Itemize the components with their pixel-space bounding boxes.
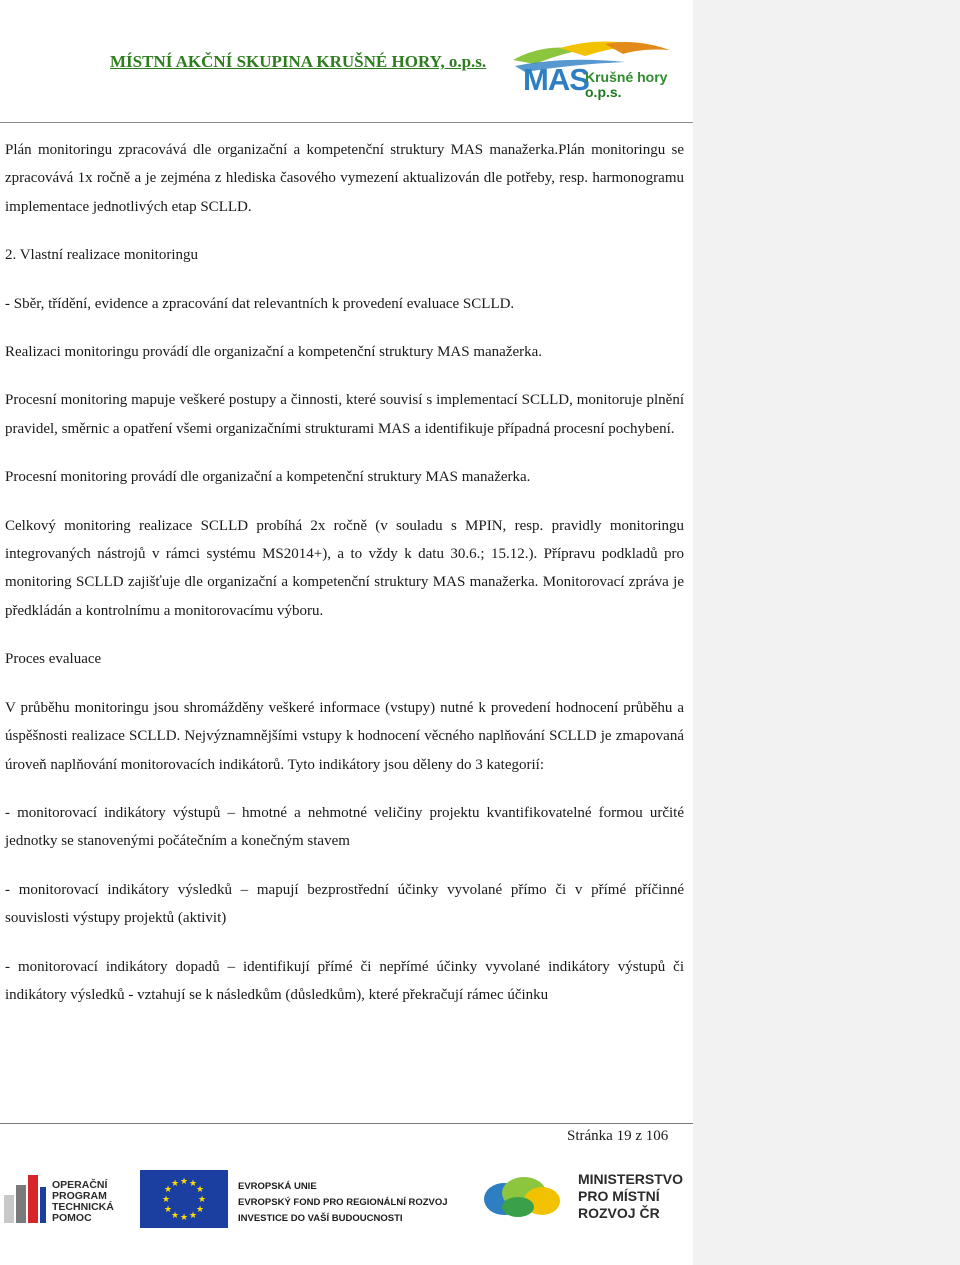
svg-text:★: ★ bbox=[188, 1211, 198, 1221]
op-line-1: OPERAČNÍ bbox=[52, 1179, 108, 1191]
page-number: Stránka 19 z 106 bbox=[567, 1128, 669, 1144]
logo-ops-text: o.p.s. bbox=[585, 84, 622, 100]
svg-text:★: ★ bbox=[195, 1185, 205, 1195]
svg-text:★: ★ bbox=[163, 1185, 173, 1195]
funding-logos-bar bbox=[0, 1165, 693, 1235]
op-technicka-pomoc-text bbox=[52, 1180, 114, 1224]
paragraph-procesni-monitoring: Procesní monitoring mapuje veškeré postupy a činnosti, které souvisí s implementací SCLLD, monitoruje plnění pravidel, směrnic a opatření všemi organizačními strukturami MAS a identifikuje případná procesní pochybení. bbox=[5, 392, 684, 437]
svg-text:★: ★ bbox=[195, 1205, 205, 1215]
list-item-sber-dat: - Sběr, třídění, evidence a zpracování dat relevantních k provedení evaluace SCLLD. bbox=[5, 295, 515, 312]
paragraph-celkovy-monitoring: Celkový monitoring realizace SCLLD probíhá 2x ročně (v souladu s MPIN, resp. pravidly monitoringu integrovaných nástrojů v rámci systému MS2014+), a to vždy k datu 30.6.; 15.12.). Přípravu podkladů pro monitoring SCLLD zajišťuje dle organizační a kompetenční struktury MAS manažerka. Monitorovací zpráva je předkládán a kontrolnímu a monitorovacímu výboru. bbox=[5, 517, 684, 619]
svg-text:★: ★ bbox=[188, 1179, 198, 1189]
list-item-indikatory-dopadu: - monitorovací indikátory dopadů – identifikují přímé či nepřímé účinky vyvolané indikátory výstupů či indikátory výsledků - vztahují se k následkům (důsledkům), které překračují rámec účinku bbox=[5, 958, 684, 1003]
footer-divider bbox=[0, 1123, 693, 1124]
section-heading-proces-evaluace: Proces evaluace bbox=[5, 651, 102, 668]
op-technicka-pomoc-icon bbox=[4, 1173, 46, 1225]
paragraph-procesni-monitoring-provadi: Procesní monitoring provádí dle organizační a kompetenční struktury MAS manažerka. bbox=[5, 469, 531, 486]
svg-text:★: ★ bbox=[179, 1213, 189, 1223]
svg-text:★: ★ bbox=[197, 1195, 207, 1205]
eu-line-2: EVROPSKÝ FOND PRO REGIONÁLNÍ ROZVOJ bbox=[238, 1197, 448, 1208]
section-heading-realizace: 2. Vlastní realizace monitoringu bbox=[5, 247, 199, 264]
paragraph-plan-monitoringu: Plán monitoringu zpracovává dle organizační a kompetenční struktury MAS manažerka.Plán monitoringu se zpracovává 1x ročně a je zejména z hlediska časového vymezení aktualizován dle potřeby, resp. harmonogramu implementace jednotlivých etap SCLLD. bbox=[5, 142, 684, 215]
organization-title[interactable]: MÍSTNÍ AKČNÍ SKUPINA KRUŠNÉ HORY, o.p.s. bbox=[110, 52, 487, 71]
mas-logo bbox=[505, 38, 680, 100]
list-item-indikatory-vystupu: - monitorovací indikátory výstupů – hmotné a nehmotné veličiny projektu kvantifikovatelné formou určité jednotky se stanovenými počátečním a konečným stavem bbox=[5, 804, 684, 850]
header-divider bbox=[0, 122, 693, 123]
list-item-indikatory-vysledku: - monitorovací indikátory výsledků – mapují bezprostřední účinky vyvolané přímo či v přímé příčinné souvislosti výstupy projektů (aktivit) bbox=[5, 881, 684, 927]
document-body bbox=[5, 136, 684, 1009]
op-line-3: TECHNICKÁ bbox=[52, 1201, 114, 1213]
svg-text:★: ★ bbox=[170, 1179, 180, 1189]
eu-line-1: EVROPSKÁ UNIE bbox=[238, 1181, 317, 1192]
op-line-2: PROGRAM bbox=[52, 1190, 107, 1202]
mmr-line-3: ROZVOJ ČR bbox=[578, 1205, 660, 1221]
mmr-line-2: PRO MÍSTNÍ bbox=[578, 1188, 660, 1204]
paragraph-realizace-monitoringu: Realizaci monitoringu provádí dle organizační a kompetenční struktury MAS manažerka. bbox=[5, 344, 543, 361]
mmr-logo-icon bbox=[482, 1173, 564, 1225]
svg-text:★: ★ bbox=[161, 1195, 171, 1205]
logo-krusne-hory-text: Krušné hory bbox=[585, 69, 668, 85]
eu-line-3: INVESTICE DO VAŠÍ BUDOUCNOSTI bbox=[238, 1213, 403, 1224]
op-line-4: POMOC bbox=[52, 1212, 92, 1224]
eu-funding-text bbox=[238, 1179, 448, 1227]
svg-text:★: ★ bbox=[170, 1211, 180, 1221]
svg-text:★: ★ bbox=[179, 1177, 189, 1187]
mmr-text bbox=[578, 1171, 683, 1222]
paragraph-prubeh-monitoringu: V průběhu monitoringu jsou shromážděny veškeré informace (vstupy) nutné k provedení hodnocení průběhu a úspěšnosti realizace SCLLD. Nejvýznamnějšími vstupy k hodnocení věcného naplňování SCLLD je zmapovaná úroveň naplňování monitorovacích indikátorů. Tyto indikátory jsou děleny do 3 kategorií: bbox=[5, 699, 684, 773]
logo-mas-text: MAS bbox=[523, 62, 589, 97]
eu-flag-icon bbox=[140, 1170, 228, 1228]
right-margin-panel bbox=[693, 0, 960, 1265]
mmr-line-1: MINISTERSTVO bbox=[578, 1171, 684, 1187]
svg-text:★: ★ bbox=[163, 1205, 173, 1215]
